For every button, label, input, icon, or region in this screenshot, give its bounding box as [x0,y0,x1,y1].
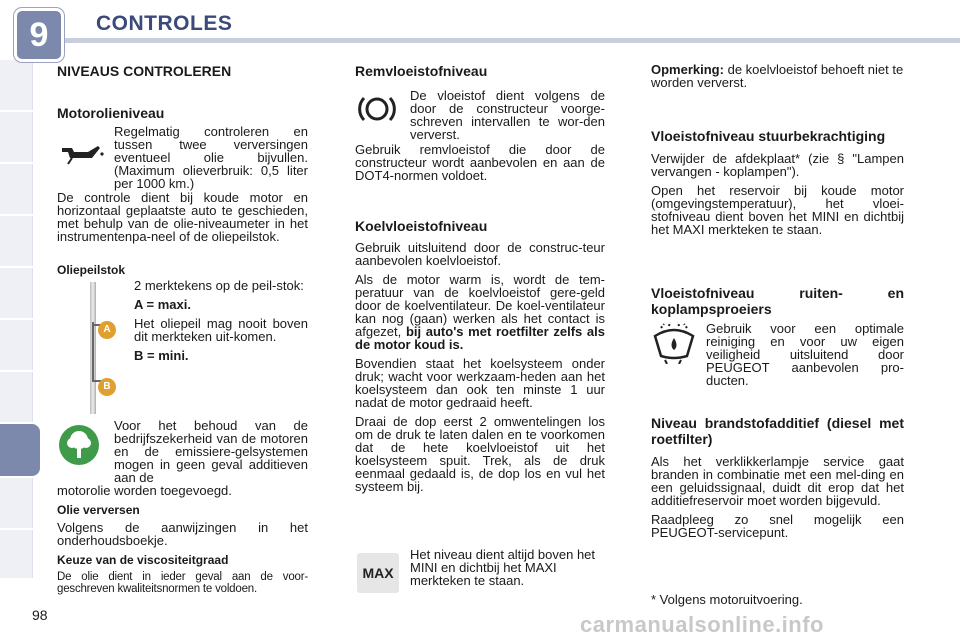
motor-heading: Motorolieniveau [57,105,165,121]
washer-text: Gebruik voor een optimale reiniging en voor uw eigen veiligheid uitsluitend door PEUGEOT aanbevolen pro-ducten. [706,321,904,388]
side-tab [0,164,33,214]
motor-text: Regelmatig controleren en tussen twee verversingen eventueel olie bijvullen. (Maximum olieverbruik: 0,5 liter per 1000 km.) [114,124,308,191]
coolant-p3: Bovendien staat het koelsysteem onder druk; wacht voor werkzaam-heden aan het koelsysteem dan ook ten minste 1 uur nadat de motor gedraaid heeft. [355,356,605,410]
max-level-icon [357,553,399,593]
side-tab-active [0,424,40,476]
environment-tree-icon [58,424,100,466]
viscosity-heading: Keuze van de viscositeitgraad [57,553,229,567]
env-text-2: motorolie worden toegevoegd. [57,483,232,498]
note-text: de koelvloeistof behoeft niet te worden ververst. [651,62,904,90]
fuel-additive-p1: Als het verklikkerlampje service gaat branden in combinatie met een mel-ding en een geluidssignaal, duidt dit erop dat het additiefreservoir moet worden bijgevuld. [651,454,904,508]
env-text: Voor het behoud van de bedrijfszekerheid van de motoren en de emissiere-gelsystemen mogen in geen geval additieven aan de [114,418,308,485]
coolant-p4: Draai de dop eerst 2 omwentelingen los om de druk te laten dalen en te voorkomen dat de hete koelvloeistof uit het koelsysteem spuit. Trek, als de druk eenmaal gedaald is, de dop los en vul het systeem bij. [355,414,605,494]
max-icon-label: MAX [362,565,394,581]
oil-change-text: Volgens de aanwijzingen in het onderhoudsboekje. [57,520,308,548]
mark-a-badge: A [98,321,116,339]
page-title: CONTROLES [96,12,233,35]
coolant-heading: Koelvloeistofniveau [355,218,488,234]
dipstick-heading: Oliepeilstok [57,263,126,277]
side-tab [0,320,33,370]
dipstick-text: 2 merktekens op de peil-stok: [134,278,304,293]
mark-b-badge: B [98,378,116,396]
brake-text: De vloeistof dient volgens de door de constructeur voorge-schreven intervallen te wor-den ververst. [410,88,605,142]
note-label: Opmerking: [651,62,724,77]
side-tab [0,478,33,528]
viscosity-text: De olie dient in ieder geval aan de voor-geschreven kwaliteitsnormen te voldoen. [57,571,308,595]
fuel-additive-p2: Raadpleeg zo snel mogelijk een PEUGEOT-servicepunt. [651,512,904,540]
footnote: * Volgens motoruitvoering. [651,592,803,607]
max-text: Het niveau dient altijd boven het MINI en dichtbij het MAXI merkteken te staan. [410,547,596,588]
watermark: carmanualsonline.info [580,612,824,637]
chapter-badge: 9 [14,8,64,62]
oil-change-heading: Olie verversen [57,503,140,517]
side-tab [0,60,33,110]
washer-heading: Vloeistofniveau ruiten- en koplampsproeiers [651,285,904,317]
dipstick-illustration [70,282,120,414]
steering-heading: Vloeistofniveau stuurbekrachtiging [651,128,886,144]
mark-a-text: A = maxi. [134,297,191,312]
mark-b-text: B = mini. [134,348,189,363]
steering-p1: Verwijder de afdekplaat* (zie § "Lampen vervangen - koplampen"). [651,151,904,179]
page-number: 98 [32,607,48,623]
coolant-p2-bold: bij auto's met roetfilter zelfs als de motor koud is. [355,324,605,352]
coolant-p2: Als de motor warm is, wordt de tem-peratuur van de koelvloeistof gere-geld door de koelventilateur. De koel-ventilateur kan nog (gaan) werken als het contact is afgezet, [355,272,605,339]
washer-fluid-icon [651,322,697,364]
side-tab [0,372,33,422]
steering-p2: Open het reservoir bij koude motor (omgevingstemperatuur), het vloei-stofniveau dient boven het MINI en dichtbij het MAXI merkteken te staan. [651,183,904,237]
brake-text-2: Gebruik remvloeistof die door de constructeur wordt aanbevolen en aan de DOT4-normen voldoet. [355,142,605,183]
side-tab [0,268,33,318]
header-bar [18,38,960,43]
brake-heading: Remvloeistofniveau [355,63,488,79]
coolant-p1: Gebruik uitsluitend door de construc-teur aanbevolen koelvloeistof. [355,240,605,268]
column-1 [57,63,307,133]
oil-can-icon [58,140,104,166]
fuel-additive-heading: Niveau brandstofadditief (diesel met roetfilter) [651,415,904,447]
side-tab [0,216,33,266]
side-tab [0,530,33,578]
section-heading: NIVEAUS CONTROLEREN [57,63,232,79]
motor-text-2: De controle dient bij koude motor en horizontaal geplaatste auto te geschieden, met behulp van de olie-niveaumeter in het instrumentenpa-neel of de oliepeilstok. [57,190,308,244]
brake-warning-icon [357,94,397,124]
side-tab [0,112,33,162]
dipstick-text-2: Het oliepeil mag nooit boven dit merkteken uit-komen. [134,316,308,344]
